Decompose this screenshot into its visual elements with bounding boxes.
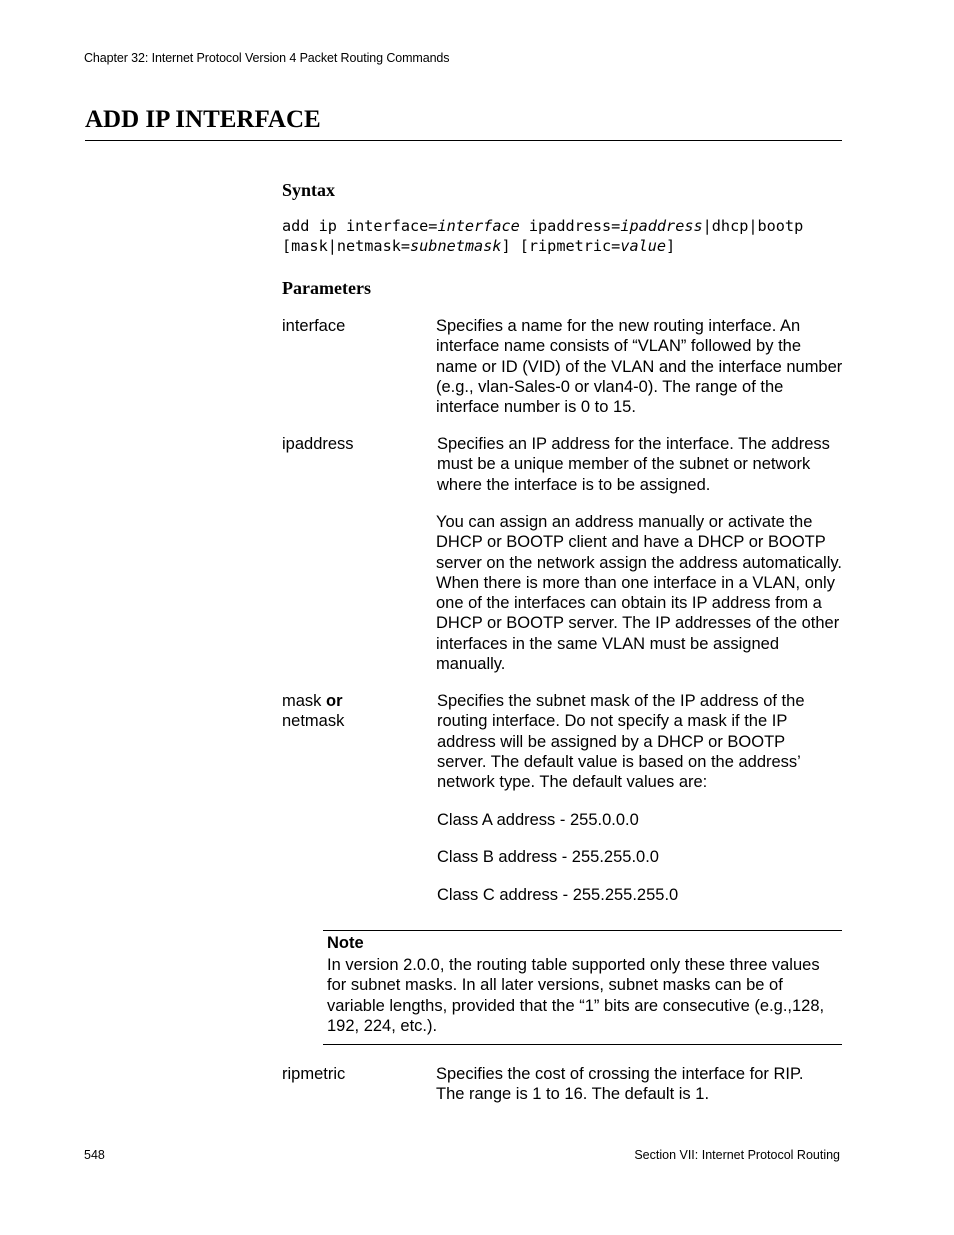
parameters-heading: Parameters [282, 278, 371, 298]
class-c-default: Class C address - 255.255.255.0 [437, 886, 679, 904]
note-label: Note [327, 934, 364, 952]
param-desc-interface: Specifies a name for the new routing interface. An interface name consists of “VLAN” followed by the name or ID (VID) of the VLAN and the interface number (e.g., vlan-Sales-0 or vlan4-0). The range of the interface number is 0 to 15. [436, 317, 843, 417]
param-desc-ipaddress: Specifies an IP address for the interface. The address must be a unique member of the subnet or network where the interface is to be assigned. [437, 435, 830, 494]
syntax-heading: Syntax [282, 180, 336, 200]
section-footer: Section VII: Internet Protocol Routing [634, 1148, 840, 1162]
note-body: In version 2.0.0, the routing table supported only these three values for subnet masks. In all later versions, subnet masks can be of variable lengths, provided that the “1” bits are consecutive (e.g.,128, 192, 224, etc.). [327, 956, 825, 1035]
class-b-default: Class B address - 255.255.0.0 [437, 848, 659, 866]
note-bottom-rule [323, 1044, 842, 1045]
running-head: Chapter 32: Internet Protocol Version 4 Packet Routing Commands [84, 51, 450, 65]
param-name-ipaddress: ipaddress [282, 435, 354, 453]
page-title: ADD IP INTERFACE [85, 106, 321, 133]
syntax-line-2: [mask|netmask=subnetmask] [ripmetric=value] [282, 237, 676, 255]
param-name-mask: mask or [282, 692, 343, 710]
page-number: 548 [84, 1148, 105, 1162]
param-name-interface: interface [282, 317, 346, 335]
note-top-rule [323, 930, 842, 931]
param-desc-ripmetric: Specifies the cost of crossing the interface for RIP. The range is 1 to 16. The default is 1. [436, 1065, 804, 1104]
syntax-line-1: add ip interface=interface ipaddress=ipaddress|dhcp|bootp [282, 217, 804, 235]
class-a-default: Class A address - 255.0.0.0 [437, 811, 639, 829]
param-desc-ipaddress-detail: You can assign an address manually or activate the DHCP or BOOTP client and have a DHCP or BOOTP server on the network assign the address automatically. When there is more than one interface in a VLAN, only one of the interfaces can obtain its IP address from a DHCP or BOOTP server. The IP addresses of the other interfaces in the same VLAN must be assigned manually. [436, 513, 842, 674]
title-rule [85, 140, 842, 141]
param-name-netmask: netmask [282, 712, 345, 730]
param-desc-mask: Specifies the subnet mask of the IP address of the routing interface. Do not specify a mask if the IP address will be assigned by a DHCP or BOOTP server. The default value is based on the address’ network type. The default values are: [437, 692, 805, 792]
param-name-ripmetric: ripmetric [282, 1065, 346, 1083]
